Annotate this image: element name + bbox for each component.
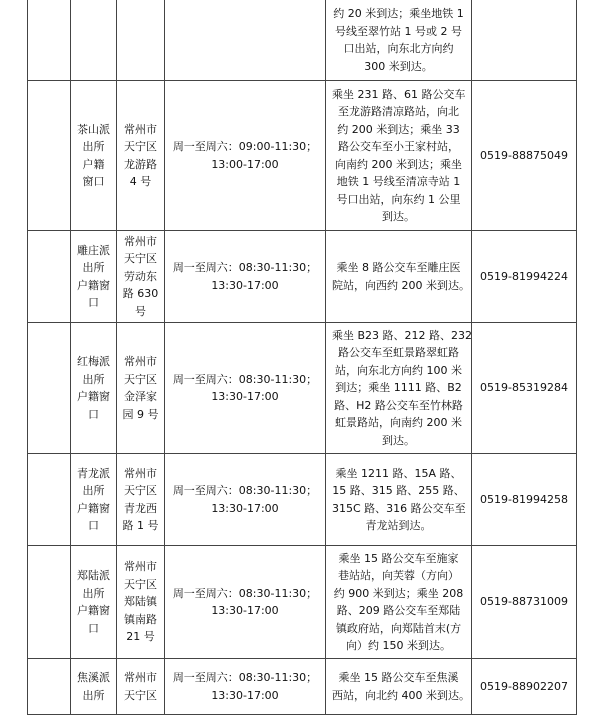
index-cell: [28, 81, 71, 231]
hours-line: 13:30-17:00: [211, 278, 279, 292]
transit-line: 约 20 米到达；乘坐地铁 1: [333, 7, 464, 20]
address-line: 龙游路: [124, 157, 157, 171]
phone-cell: [472, 323, 577, 454]
station-name-line: 口: [88, 296, 99, 309]
station-name-line: 户籍: [82, 157, 105, 171]
phone-number: 0519-88902207: [480, 679, 568, 693]
hours-cell: [165, 546, 326, 659]
station-name-line: 出所: [82, 140, 105, 153]
table-row: [28, 323, 577, 454]
transit-line: 到达；乘坐 1111 路、B2: [335, 381, 462, 395]
address-line: 常州市: [124, 355, 157, 368]
station-name-line: 茶山派: [77, 122, 110, 136]
address-line: 4 号: [129, 175, 152, 188]
hours-line: 13:30-17:00: [211, 604, 279, 617]
station-name-cell: [71, 81, 117, 231]
transit-cell: [326, 454, 472, 546]
transit-line: 站，向东北方向约 100 米: [335, 363, 462, 377]
hours-line: 周一至周六：08:30-11:30；: [172, 671, 318, 684]
phone-cell: [472, 81, 577, 231]
address-line: 号: [135, 304, 146, 318]
station-name-line: 户籍窗: [77, 501, 110, 515]
transit-cell: [326, 231, 472, 323]
hours-cell: [165, 231, 326, 323]
address-cell: [117, 659, 165, 715]
transit-line: 西站，向北约 400 米到达。: [332, 688, 470, 702]
transit-line: 巷站站，向芙蓉（方向）: [338, 569, 459, 582]
station-name-line: 口: [88, 621, 99, 635]
address-cell: [117, 323, 165, 454]
station-name-cell: [71, 231, 117, 323]
hours-line: 周一至周六：08:30-11:30；: [172, 261, 318, 274]
hours-cell: [165, 323, 326, 454]
phone-cell: [472, 454, 577, 546]
hours-line: 周一至周六：08:30-11:30；: [172, 484, 318, 497]
transit-line: 路公交车至虹景路翠虹路: [338, 346, 459, 360]
phone-cell: [472, 0, 577, 81]
transit-line: 口出站，向东北方向约: [343, 42, 454, 55]
police-station-table: [27, 0, 577, 715]
hours-line: 周一至周六：09:00-11:30；: [172, 140, 318, 153]
phone-cell: [472, 546, 577, 659]
station-name-cell: [71, 0, 117, 81]
hours-line: 周一至周六：08:30-11:30；: [172, 586, 318, 600]
transit-line: 到达。: [382, 210, 415, 223]
address-line: 天宁区: [124, 484, 157, 497]
phone-cell: [472, 231, 577, 323]
hours-cell: [165, 0, 326, 81]
hours-line: 13:30-17:00: [211, 390, 279, 403]
address-line: 天宁区: [124, 372, 157, 386]
phone-number: 0519-88731009: [480, 595, 568, 609]
transit-line: 路公交车至小王家村站，: [338, 140, 459, 153]
transit-line: 乘坐 231 路、61 路公交车: [332, 87, 466, 101]
transit-line: 15 路、315 路、255 路、: [332, 484, 465, 497]
station-name-cell: [71, 659, 117, 715]
table-body: [28, 0, 577, 715]
station-name-line: 窗口: [82, 175, 105, 188]
address-line: 常州市: [124, 466, 157, 480]
address-line: 常州市: [124, 560, 157, 574]
address-line: 劳动东: [124, 269, 157, 283]
table-row: [28, 0, 577, 81]
index-cell: [28, 454, 71, 546]
transit-line: 315C 路、316 路公交车至: [332, 501, 466, 515]
transit-cell: [326, 0, 472, 81]
address-cell: [117, 81, 165, 231]
table-row: [28, 659, 577, 715]
phone-number: 0519-81994258: [480, 492, 568, 506]
address-line: 路 1 号: [122, 519, 159, 532]
hours-cell: [165, 659, 326, 715]
station-name-line: 口: [88, 519, 99, 532]
station-name-line: 口: [88, 407, 99, 421]
station-name-line: 出所: [82, 261, 105, 274]
table-row: [28, 81, 577, 231]
table-row: [28, 454, 577, 546]
table-row: [28, 231, 577, 323]
transit-cell: [326, 323, 472, 454]
address-line: 天宁区: [124, 140, 157, 153]
transit-line: 路、209 路公交车至郑陆: [336, 604, 461, 617]
transit-line: 号线至翠竹站 1 号或 2 号: [335, 24, 462, 38]
station-name-line: 户籍窗: [77, 604, 110, 617]
address-line: 天宁区: [124, 688, 157, 702]
transit-line: 至龙游路清凉路站，向北: [338, 105, 459, 118]
hours-line: 13:30-17:00: [211, 501, 279, 515]
transit-line: 300 米到达。: [364, 59, 433, 73]
transit-line: 青龙站到达。: [365, 519, 432, 532]
transit-cell: [326, 546, 472, 659]
address-line: 常州市: [124, 234, 157, 248]
transit-line: 乘坐 15 路公交车至施家: [338, 551, 459, 565]
index-cell: [28, 231, 71, 323]
hours-line: 周一至周六：08:30-11:30；: [172, 372, 318, 386]
address-line: 镇南路: [124, 612, 157, 626]
index-cell: [28, 546, 71, 659]
station-name-line: 焦溪派: [77, 671, 110, 684]
station-name-line: 郑陆派: [77, 569, 110, 582]
table-row: [28, 546, 577, 659]
address-cell: [117, 546, 165, 659]
transit-line: 乘坐 B23 路、212 路、232: [332, 328, 473, 342]
address-line: 常州市: [124, 671, 157, 684]
transit-line: 到达。: [382, 433, 415, 447]
transit-line: 约 900 米到达；乘坐 208: [333, 586, 464, 600]
station-name-line: 红梅派: [77, 355, 110, 368]
phone-number: 0519-81994224: [480, 269, 568, 283]
address-line: 天宁区: [124, 577, 157, 591]
station-name-cell: [71, 546, 117, 659]
address-line: 园 9 号: [122, 407, 159, 421]
address-cell: [117, 0, 165, 81]
station-name-line: 户籍窗: [77, 278, 110, 292]
transit-line: 镇政府站，向郑陆首末(方: [335, 621, 462, 635]
station-name-cell: [71, 323, 117, 454]
transit-cell: [326, 659, 472, 715]
transit-line: 约 200 米到达；乘坐 33: [337, 122, 460, 136]
station-name-line: 出所: [82, 372, 105, 386]
address-line: 金泽家: [124, 390, 157, 403]
phone-cell: [472, 659, 577, 715]
address-cell: [117, 454, 165, 546]
address-cell: [117, 231, 165, 323]
hours-line: 13:00-17:00: [211, 157, 279, 171]
index-cell: [28, 0, 71, 81]
station-name-line: 户籍窗: [77, 390, 110, 403]
phone-number: 0519-85319284: [480, 381, 568, 395]
transit-line: 号口出站，向东约 1 公里: [336, 192, 461, 206]
phone-number: 0519-88875049: [480, 148, 568, 162]
transit-line: 乘坐 1211 路、15A 路、: [335, 466, 462, 480]
transit-line: 乘坐 8 路公交车至雕庄医: [336, 261, 461, 274]
transit-line: 向）约 150 米到达。: [346, 639, 451, 652]
transit-line: 院站，向西约 200 米到达。: [332, 278, 470, 292]
address-line: 青龙西: [124, 501, 157, 515]
index-cell: [28, 659, 71, 715]
station-name-cell: [71, 454, 117, 546]
station-name-line: 雕庄派: [77, 243, 110, 257]
transit-cell: [326, 81, 472, 231]
address-line: 21 号: [126, 630, 155, 644]
transit-line: 乘坐 15 路公交车至焦溪: [338, 671, 459, 684]
address-line: 郑陆镇: [124, 595, 157, 609]
address-line: 路 630: [122, 287, 159, 301]
station-name-line: 出所: [82, 586, 105, 600]
index-cell: [28, 323, 71, 454]
station-name-line: 出所: [82, 688, 105, 702]
address-line: 常州市: [124, 122, 157, 136]
transit-line: 向南约 200 米到达；乘坐: [335, 157, 462, 171]
transit-line: 地铁 1 号线至清凉寺站 1: [336, 175, 461, 188]
transit-line: 虹景路站，向南约 200 米: [335, 416, 462, 430]
hours-cell: [165, 81, 326, 231]
hours-cell: [165, 454, 326, 546]
station-name-line: 青龙派: [77, 466, 110, 480]
address-line: 天宁区: [124, 252, 157, 266]
station-name-line: 出所: [82, 484, 105, 497]
hours-line: 13:30-17:00: [211, 688, 279, 702]
transit-line: 路、H2 路公交车至竹林路: [334, 398, 463, 412]
